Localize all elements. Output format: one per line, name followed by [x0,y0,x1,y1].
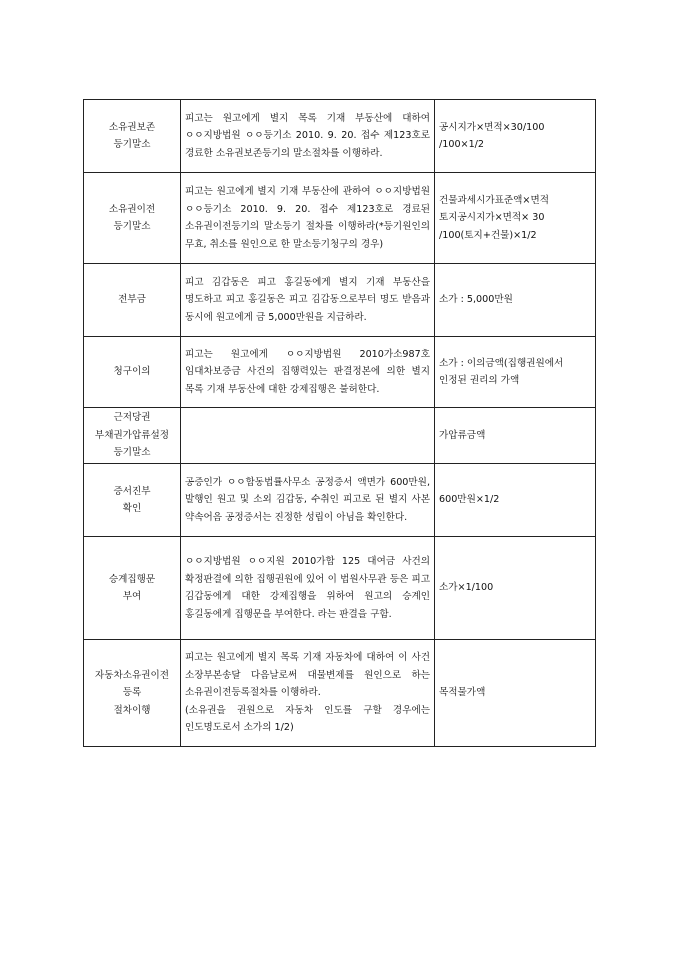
row-description: 피고는 원고에게 별지 목록 기재 부동산에 대하여 ㅇㅇ지방법원 ㅇㅇ등기소 2010. 9. 20. 접수 제123호로 경료한 소유권보존등기의 말소절차를 이행하라. [181,100,435,173]
row-category: 소유권이전 등기말소 [84,173,181,264]
table-row [84,408,596,464]
row-description [181,408,435,464]
row-description: 피고는 원고에게 별지 목록 기재 자동차에 대하여 이 사건 소장부본송달 다음날로써 대물변제를 원인으로 하는 소유권이전등록절차를 이행하라. (소유권을 권원으로 자동차 인도를 구할 경우에는 인도명도로서 소가의 1/2) [181,640,435,747]
row-value: 600만원×1/2 [435,464,596,537]
table-row [84,640,596,747]
row-description: 피고 김갑동은 피고 홍길동에게 별지 기재 부동산을 명도하고 피고 홍길동은 피고 김갑동으로부터 명도 받음과 동시에 원고에게 금 5,000만원을 지급하라. [181,264,435,337]
table-row [84,464,596,537]
row-value: 소가 : 이의금액(집행권원에서 인정된 권리의 가액 [435,337,596,408]
row-description: ㅇㅇ지방법원 ㅇㅇ지원 2010가합 125 대여금 사건의 확정판결에 의한 집행권원에 있어 이 법원사무관 등은 피고 김갑동에게 대한 강제집행을 위하여 원고의 승계인 홍길동에게 집행문을 부여한다. 라는 판결을 구함. [181,537,435,640]
row-description: 피고는 원고에게 ㅇㅇ지방법원 2010가소987호 임대차보증금 사건의 집행력있는 판결정본에 의한 별지 목록 기재 부동산에 대한 강제집행은 불허한다. [181,337,435,408]
row-description: 피고는 원고에게 별지 기재 부동산에 관하여 ㅇㅇ지방법원 ㅇㅇ등기소 2010. 9. 20. 접수 제123호로 경료된 소유권이전등기의 말소등기 절차를 이행하라(*등기원인의 무효, 취소를 원인으로 한 말소등기청구의 경우) [181,173,435,264]
row-value: 소가×1/100 [435,537,596,640]
table-row [84,173,596,264]
row-category: 전부금 [84,264,181,337]
row-category: 증서진부 확인 [84,464,181,537]
row-value: 공시지가×면적×30/100 /100×1/2 [435,100,596,173]
row-value: 목적물가액 [435,640,596,747]
litigation-value-table [83,99,596,747]
row-description: 공증인가 ㅇㅇ합동법률사무소 공정증서 액면가 600만원, 발행인 원고 및 소외 김갑동, 수취인 피고로 된 별지 사본 약속어음 공정증서는 진정한 성립이 아님을 확인한다. [181,464,435,537]
row-category: 근저당권 부채권가압류설정 등기말소 [84,408,181,464]
row-value: 건물과세시가표준액×면적 토지공시지가×면적× 30 /100(토지+건물)×1/2 [435,173,596,264]
table-row [84,100,596,173]
table-row [84,537,596,640]
row-category: 청구이의 [84,337,181,408]
table-row [84,264,596,337]
table-row [84,337,596,408]
row-category: 승계집행문 부여 [84,537,181,640]
row-value: 가압류금액 [435,408,596,464]
row-category: 소유권보존 등기말소 [84,100,181,173]
row-value: 소가 : 5,000만원 [435,264,596,337]
row-category: 자동차소유권이전 등록 절차이행 [84,640,181,747]
